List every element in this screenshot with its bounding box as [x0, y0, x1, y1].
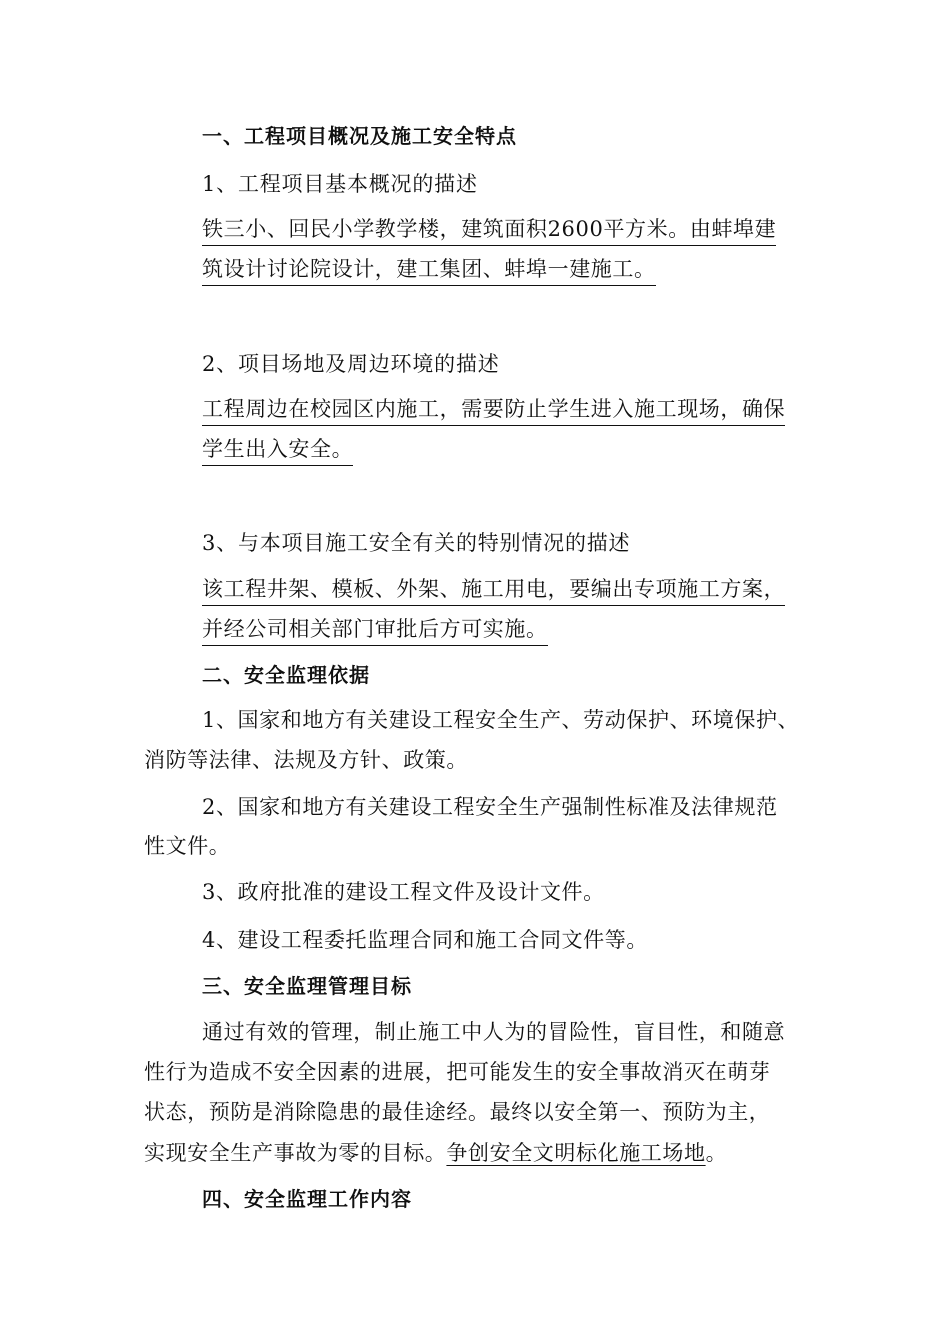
underlined-text: 筑设计讨论院设计，建工集团、蚌埠一建施工。: [202, 254, 656, 286]
section2-p1-line1: 1、国家和地方有关建设工程安全生产、劳动保护、环境保护、: [202, 708, 800, 732]
underlined-text: 铁三小、回民小学教学楼，建筑面积2600平方米。由蚌埠建: [202, 214, 776, 246]
section3-line4-underlined: 争创安全文明标化施工场地: [446, 1141, 706, 1165]
underlined-text: 该工程井架、模板、外架、施工用电，要编出专项施工方案，: [202, 574, 785, 606]
section3-line4-prefix: 实现安全生产事故为零的目标。: [144, 1141, 447, 1165]
section4-title: 四、安全监理工作内容: [202, 1187, 412, 1211]
section2-p3: 3、政府批准的建设工程文件及设计文件。: [202, 880, 605, 904]
section2-p4: 4、建设工程委托监理合同和施工合同文件等。: [202, 928, 648, 952]
section3-line4-suffix: 。: [705, 1141, 728, 1165]
section1-item2-line2: [202, 434, 353, 466]
section1-item1-title: 1、工程项目基本概况的描述: [202, 172, 478, 196]
section3-line3: 状态，预防是消除隐患的最佳途经。最终以安全第一、预防为主，: [144, 1100, 771, 1124]
section1-item2-line1: [202, 394, 785, 426]
underlined-text: 学生出入安全。: [202, 434, 353, 466]
section1-item3-line2: [202, 614, 548, 646]
section3-line1: 通过有效的管理，制止施工中人为的冒险性，盲目性，和随意: [202, 1020, 786, 1044]
section1-item3-title: 3、与本项目施工安全有关的特别情况的描述: [202, 531, 631, 555]
section1-item3-line1: [202, 574, 785, 606]
section1-item1-line2: [202, 254, 656, 286]
section3-title: 三、安全监理管理目标: [202, 974, 412, 998]
section2-p2-line2: 性文件。: [144, 834, 231, 858]
section3-line4: [144, 1138, 727, 1168]
section2-p2-line1: 2、国家和地方有关建设工程安全生产强制性标准及法律规范: [202, 795, 778, 819]
section2-title: 二、安全监理依据: [202, 663, 370, 687]
section1-title: 一、工程项目概况及施工安全特点: [202, 124, 517, 148]
section2-p1-line2: 消防等法律、法规及方针、政策。: [144, 748, 468, 772]
section1-item1-line1: [202, 214, 776, 246]
underlined-text: 并经公司相关部门审批后方可实施。: [202, 614, 548, 646]
underlined-text: 工程周边在校园区内施工，需要防止学生进入施工现场，确保: [202, 394, 785, 426]
section3-line2: 性行为造成不安全因素的进展，把可能发生的安全事故消灭在萌芽: [144, 1060, 771, 1084]
section1-item2-title: 2、项目场地及周边环境的描述: [202, 352, 500, 376]
